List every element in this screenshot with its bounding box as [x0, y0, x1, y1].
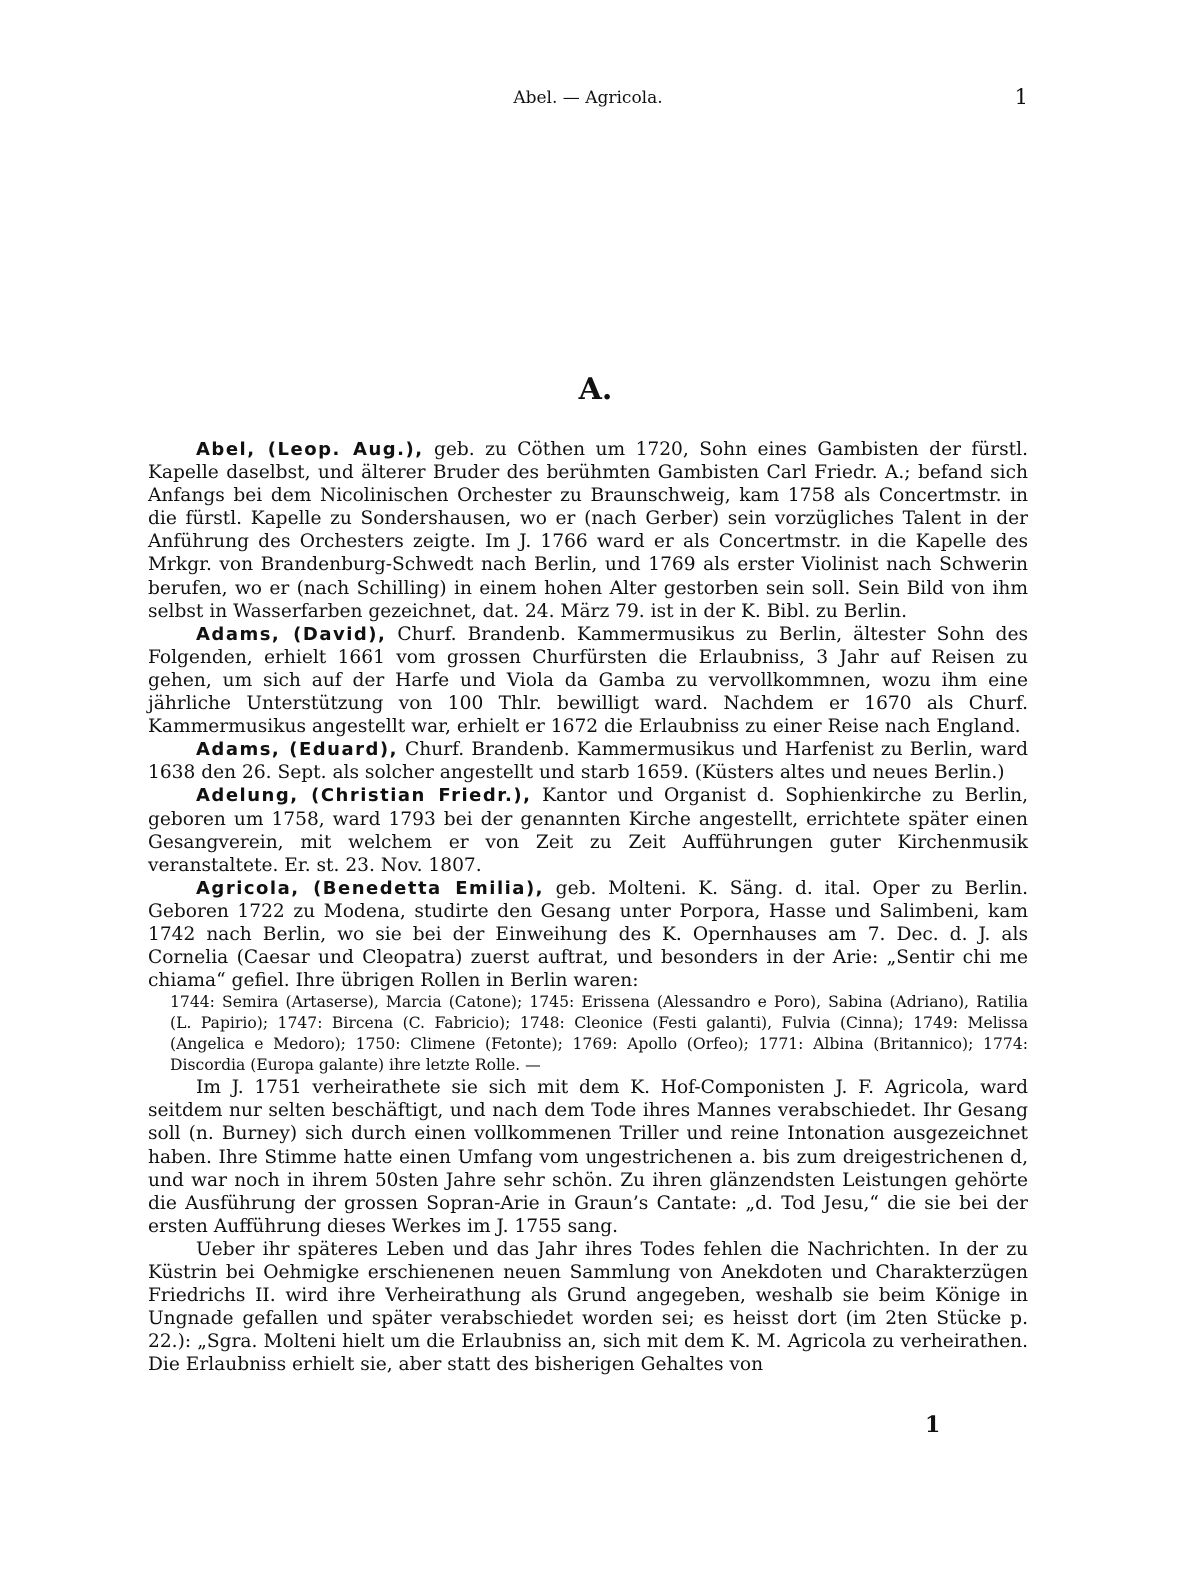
entry-text: Churf. Brandenb. Kammermusikus zu Berlin, ältester Sohn des Folgenden, erhielt 1661 vom grossen Churfürsten die Erlaubniss, 3 Jahr auf Reisen zu gehen, um sich auf der Harfe und Viola da Gamba zu vervollkommnen, wozu ihm eine jährliche Unterstützung von 100 Thlr. bewilligt ward. Nachdem er 1670 als Churf. Kammermusikus angestellt war, erhielt er 1672 die Erlaubniss zu einer Reise nach England.	[148, 623, 1029, 738]
roles-list: 1744: Semira (Artaserse), Marcia (Catone); 1745: Erissena (Alessandro e Poro), Sabina (Adriano), Ratilia (L. Papirio); 1747: Bircena (C. Fabricio); 1748: Cleonice (Festi galanti), Fulvia (Cinna); 1749: Melissa (Angelica e Medoro); 1750: Climene (Fetonte); 1769: Apollo (Orfeo); 1771: Albina (Britannico); 1774: Discordia (Europa galante) ihre letzte Rolle. —	[170, 993, 1028, 1075]
entry-head: Agricola, (Benedetta Emilia),	[196, 877, 545, 899]
entry-head: Adams, (Eduard),	[196, 739, 398, 761]
section-letter: A.	[578, 372, 613, 407]
page-number: 1	[1014, 85, 1028, 109]
entry-adelung	[148, 784, 1028, 876]
entry-adams-eduard	[148, 738, 1028, 784]
main-text	[148, 438, 1028, 1376]
entry-agricola	[148, 877, 1028, 992]
continuation-paragraph-2: Ueber ihr späteres Leben und das Jahr ihres Todes fehlen die Nachrichten. In der zu Küstrin bei Oehmigke erschienenen neuen Sammlung von Anekdoten und Charakterzügen Friedrichs II. wird ihre Verheirathung als Grund angegeben, weshalb sie beim Könige in Ungnade gefallen und später verabschiedet worden sei; es heisst dort (im 2ten Stücke p. 22.): „Sgra. Molteni hielt um die Erlaubniss an, sich mit dem K. M. Agricola zu verheirathen. Die Erlaubniss erhielt sie, aber statt des bisherigen Gehaltes von	[148, 1238, 1028, 1376]
entry-abel	[148, 438, 1028, 623]
entry-head: Adelung, (Christian Friedr.),	[196, 785, 532, 807]
entry-head: Adams, (David),	[196, 623, 387, 645]
entry-text: Churf. Brandenb. Kammermusikus und Harfenist zu Berlin, ward 1638 den 26. Sept. als solcher angestellt und starb 1659. (Küsters altes und neues Berlin.)	[148, 739, 1028, 784]
entry-text: geb. Molteni. K. Säng. d. ital. Oper zu Berlin. Geboren 1722 zu Modena, studirte den Gesang unter Porpora, Hasse und Salimbeni, kam 1742 nach Berlin, wo sie bei der Einweihung des K. Opernhauses am 7. Dec. d. J. als Cornelia (Caesar und Cleopatra) zuerst auftrat, und besonders in der Arie: „Sentir chi me chiama“ gefiel. Ihre übrigen Rollen in Berlin waren:	[148, 877, 1029, 992]
entry-adams-david	[148, 623, 1028, 738]
entry-text: geb. zu Cöthen um 1720, Sohn eines Gambisten der fürstl. Kapelle daselbst, und älterer Bruder des berühmten Gambisten Carl Friedr. A.; befand sich Anfangs bei dem Nicolinischen Orchester zu Braunschweig, kam 1758 als Concertmstr. in die fürstl. Kapelle zu Sondershausen, wo er (nach Gerber) sein vorzügliches Talent in der Anführung des Orchesters zeigte. Im J. 1766 ward er als Concertmstr. in die Kapelle des Mrkgr. von Brandenburg-Schwedt nach Berlin, und 1769 als erster Violinist nach Schwerin berufen, wo er (nach Schilling) in einem hohen Alter gestorben sein soll. Sein Bild von ihm selbst in Wasserfarben gezeichnet, dat. 24. März 79. ist in der K. Bibl. zu Berlin.	[148, 439, 1028, 622]
continuation-paragraph-1: Im J. 1751 verheirathete sie sich mit dem K. Hof-Componisten J. F. Agricola, ward seitdem nur selten beschäftigt, und nach dem Tode ihres Mannes verabschiedet. Ihr Gesang soll (n. Burney) sich durch einen vollkommenen Triller und reine Intonation ausgezeichnet haben. Ihre Stimme hatte einen Umfang vom ungestrichenen a. bis zum dreigestrichenen d, und war noch in ihrem 50sten Jahre sehr schön. Zu ihren glänzendsten Leistungen gehörte die Ausführung der grossen Sopran-Arie in Graun’s Cantate: „d. Tod Jesu,“ die sie bei der ersten Aufführung dieses Werkes im J. 1755 sang.	[148, 1077, 1028, 1237]
running-title: Abel. — Agricola.	[513, 88, 663, 108]
signature-mark: 1	[925, 1412, 941, 1438]
entry-head: Abel, (Leop. Aug.),	[196, 439, 424, 460]
entry-text: Kantor und Organist d. Sophienkirche zu Berlin, geboren um 1758, ward 1793 bei der genannten Kirche angestellt, errichtete später einen Gesangverein, mit welchem er von Zeit zu Zeit Aufführungen guter Kirchenmusik veranstaltete. Er. st. 23. Nov. 1807.	[148, 785, 1029, 876]
